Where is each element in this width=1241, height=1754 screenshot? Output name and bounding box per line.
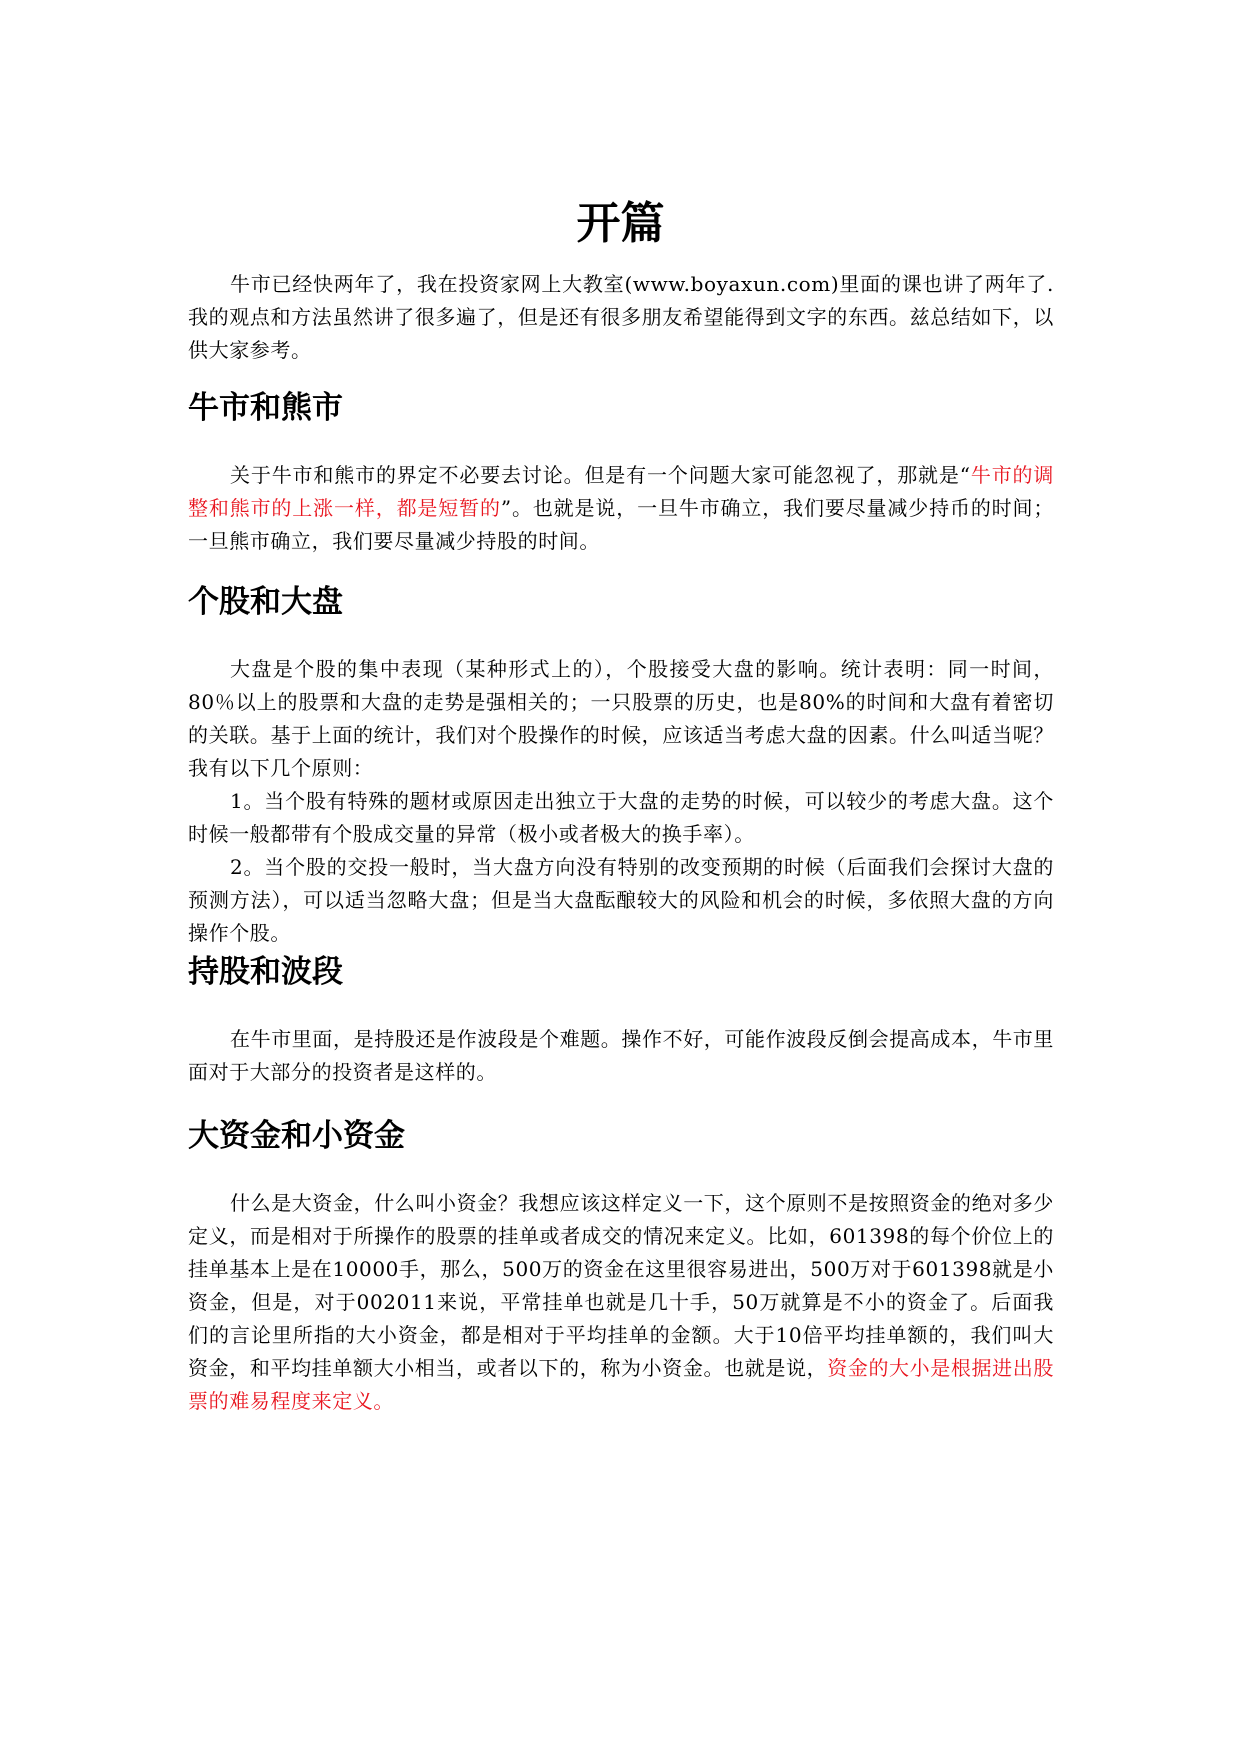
paragraph-text: 什么是大资金，什么叫小资金？我想应该这样定义一下，这个原则不是按照资金的绝对多少定义，而是相对于所操作的股票的挂单或者成交的情况来定义。比如，601398的每个价位上的挂单基本上是在10000手，那么，500万的资金在这里很容易进出，500万对于601398就是小资金，但是，对于002011来说，平常挂单也就是几十手，50万就算是不小的资金了。后面我们的言论里所指的大小资金，都是相对于平均挂单的金额。大于10倍平均挂单额的，我们叫大资金，和平均挂单额大小相当，或者以下的，称为小资金。也就是说， — [188, 1191, 1054, 1380]
section-heading-capital-size: 大资金和小资金 — [188, 1118, 405, 1154]
intro-paragraph: 牛市已经快两年了，我在投资家网上大教室(www.boyaxun.com)里面的课也讲了两年了.我的观点和方法虽然讲了很多遍了，但是还有很多朋友希望能得到文字的东西。兹总结如下，以供大家参考。 — [188, 272, 1054, 362]
section-heading-stock-market: 个股和大盘 — [188, 584, 343, 620]
emphasis-text: 资金的大小是根据进出股票的难易程度来定义。 — [188, 1356, 1054, 1413]
section-holding-swing-paragraph: 在牛市里面，是持股还是作波段是个难题。操作不好，可能作波段反倒会提高成本，牛市里面对于大部分的投资者是这样的。 — [188, 1027, 1054, 1084]
emphasis-text: 牛市的调整和熊市的上涨一样，都是短暂的 — [188, 463, 1054, 520]
paragraph-text: 关于牛市和熊市的界定不必要去讨论。但是有一个问题大家可能忽视了，那就是“ — [230, 463, 971, 487]
section-stock-market-paragraph-1: 大盘是个股的集中表现（某种形式上的），个股接受大盘的影响。统计表明：同一时间，80％以上的股票和大盘的走势是强相关的；一只股票的历史，也是80%的时间和大盘有着密切的关联。基于上面的统计，我们对个股操作的时候，应该适当考虑大盘的因素。什么叫适当呢？我有以下几个原则： — [188, 657, 1054, 780]
section-heading-holding-swing: 持股和波段 — [188, 954, 343, 990]
section-heading-bull-bear: 牛市和熊市 — [188, 390, 343, 426]
section-stock-market-rule-1: 1。当个股有特殊的题材或原因走出独立于大盘的走势的时候，可以较少的考虑大盘。这个时候一般都带有个股成交量的异常（极小或者极大的换手率）。 — [188, 789, 1054, 846]
document-title: 开篇 — [576, 198, 665, 249]
section-stock-market-rule-2: 2。当个股的交投一般时，当大盘方向没有特别的改变预期的时候（后面我们会探讨大盘的预测方法），可以适当忽略大盘；但是当大盘酝酿较大的风险和机会的时候，多依照大盘的方向操作个股。 — [188, 855, 1054, 945]
paragraph-text: ”。也就是说，一旦牛市确立，我们要尽量减少持币的时间；一旦熊市确立，我们要尽量减少持股的时间。 — [188, 496, 1054, 553]
section-bull-bear-paragraph — [188, 459, 1054, 558]
section-capital-size-paragraph — [188, 1187, 1054, 1418]
